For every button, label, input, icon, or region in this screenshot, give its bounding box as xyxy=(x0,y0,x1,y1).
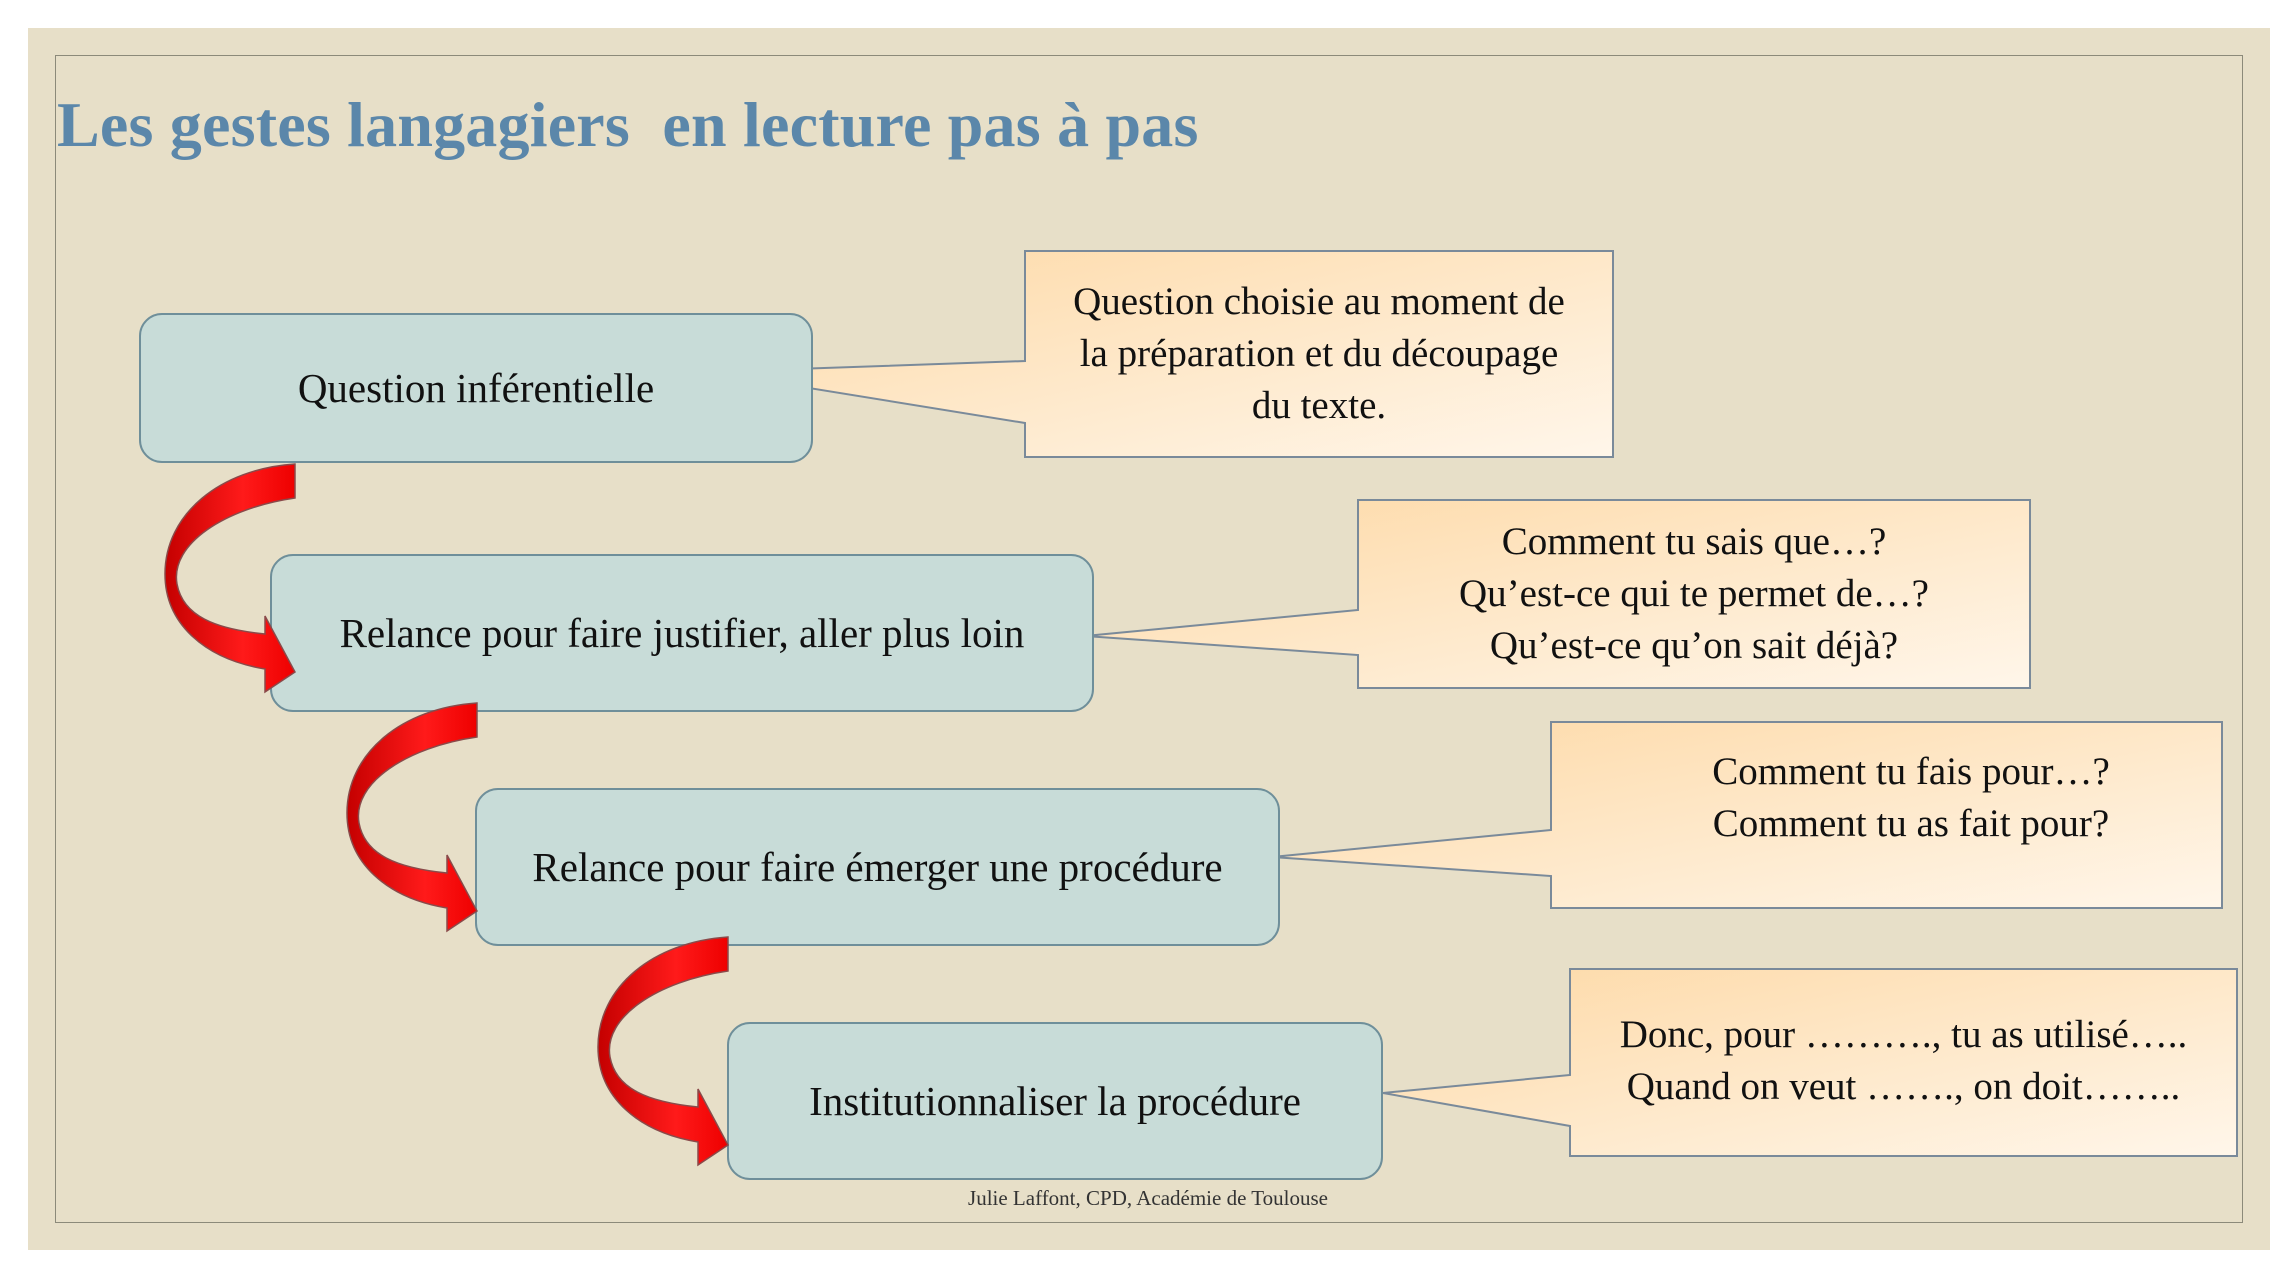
callout-line: Question choisie au moment de xyxy=(1073,280,1565,323)
curved-arrow-3 xyxy=(598,937,728,1165)
callout-line: la préparation et du découpage xyxy=(1079,332,1559,375)
callout-line: Quand on veut ……., on doit…….. xyxy=(1626,1065,2181,1108)
callout-3-text xyxy=(1600,736,2222,860)
step-2-label: Relance pour faire justifier, aller plus loin xyxy=(339,610,1025,656)
callout-line: Comment tu as fait pour? xyxy=(1712,802,2110,845)
callout-line: Qu’est-ce qui te permet de…? xyxy=(1459,572,1929,615)
callout-2-text xyxy=(1358,500,2030,688)
callout-line: du texte. xyxy=(1251,384,1387,427)
callout-1-text xyxy=(1025,251,1613,457)
callout-line: Comment tu sais que…? xyxy=(1501,520,1887,563)
callout-line: Donc, pour ………., tu as utilisé….. xyxy=(1619,1013,2188,1056)
step-4-label: Institutionnaliser la procédure xyxy=(809,1078,1301,1124)
callout-4-text xyxy=(1570,999,2237,1123)
step-1-label: Question inférentielle xyxy=(297,365,655,411)
callout-line: Comment tu fais pour…? xyxy=(1712,750,2110,793)
slide-title: Les gestes langagiers en lecture pas à pas xyxy=(57,89,1199,160)
footer-credit: Julie Laffont, CPD, Académie de Toulouse xyxy=(968,1186,1328,1210)
curved-arrow-2 xyxy=(347,703,477,931)
callout-line: Qu’est-ce qu’on sait déjà? xyxy=(1489,624,1899,667)
step-3-label: Relance pour faire émerger une procédure xyxy=(532,844,1223,890)
